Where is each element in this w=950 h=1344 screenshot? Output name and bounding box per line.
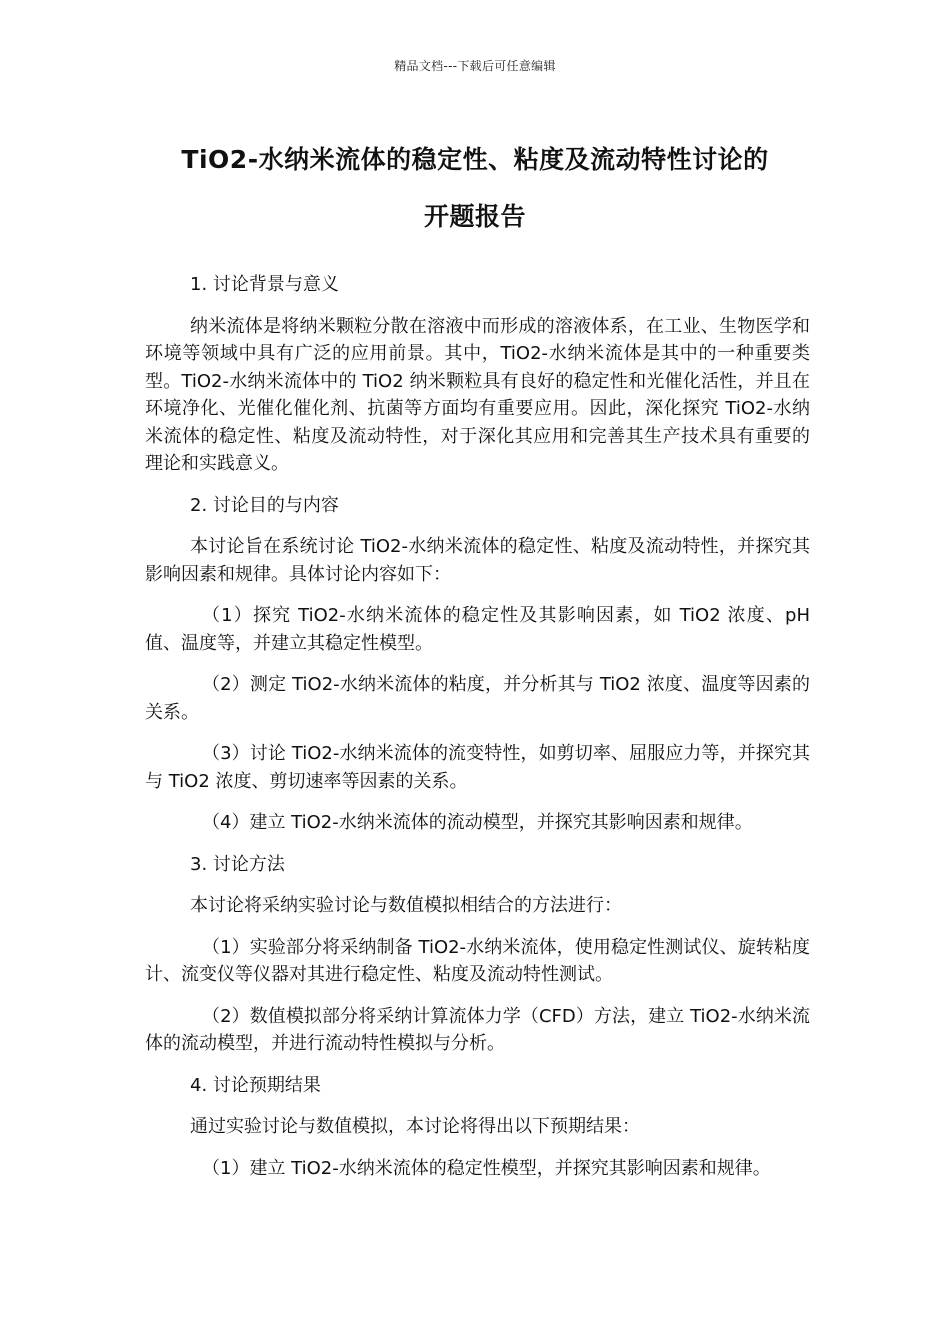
title-line-2: 开题报告 xyxy=(423,202,526,231)
section-2-heading: 2. 讨论目的与内容 xyxy=(190,494,339,516)
section-3-item-1: （1）实验部分将采纳制备 TiO2-水纳米流体，使用稳定性测试仪、旋转粘度计、流变仪等仪器对其进行稳定性、粘度及流动特性测试。 xyxy=(145,936,810,985)
section-2-paragraph: 本讨论旨在系统讨论 TiO2-水纳米流体的稳定性、粘度及流动特性，并探究其影响因素和规律。具体讨论内容如下： xyxy=(145,536,810,585)
document-body xyxy=(145,271,810,1196)
section-3-heading: 3. 讨论方法 xyxy=(190,853,285,875)
section-4-item-1: （1）建立 TiO2-水纳米流体的稳定性模型，并探究其影响因素和规律。 xyxy=(202,1157,771,1179)
section-2-item-3: （3）讨论 TiO2-水纳米流体的流变特性，如剪切率、屈服应力等，并探究其与 TiO2 浓度、剪切速率等因素的关系。 xyxy=(145,743,810,792)
section-4-paragraph: 通过实验讨论与数值模拟，本讨论将得出以下预期结果： xyxy=(190,1116,640,1137)
title-line-1: TiO2-水纳米流体的稳定性、粘度及流动特性讨论的 xyxy=(181,145,769,174)
section-3-item-2: （2）数值模拟部分将采纳计算流体力学（CFD）方法，建立 TiO2-水纳米流体的流动模型，并进行流动特性模拟与分析。 xyxy=(145,1005,810,1054)
section-4-heading: 4. 讨论预期结果 xyxy=(190,1074,321,1096)
section-2-item-2: （2）测定 TiO2-水纳米流体的粘度，并分析其与 TiO2 浓度、温度等因素的关系。 xyxy=(145,674,810,723)
section-3-paragraph: 本讨论将采纳实验讨论与数值模拟相结合的方法进行： xyxy=(190,895,622,916)
section-2-item-1: （1）探究 TiO2-水纳米流体的稳定性及其影响因素，如 TiO2 浓度、pH 值、温度等，并建立其稳定性模型。 xyxy=(145,605,810,654)
section-1-paragraph: 纳米流体是将纳米颗粒分散在溶液中而形成的溶液体系，在工业、生物医学和环境等领域中具有广泛的应用前景。其中，TiO2-水纳米流体是其中的一种重要类型。TiO2-水纳米流体中的 TiO2 纳米颗粒具有良好的稳定性和光催化活性，并且在环境净化、光催化催化剂、抗菌等方面均有重要应用。因此，深化探究 TiO2-水纳米流体的稳定性、粘度及流动特性，对于深化其应用和完善其生产技术具有重要的理论和实践意义。 xyxy=(145,315,810,474)
section-1-heading: 1. 讨论背景与意义 xyxy=(190,274,339,295)
section-2-item-4: （4）建立 TiO2-水纳米流体的流动模型，并探究其影响因素和规律。 xyxy=(202,812,753,833)
header-note: 精品文档---下载后可任意编辑 xyxy=(394,59,556,73)
